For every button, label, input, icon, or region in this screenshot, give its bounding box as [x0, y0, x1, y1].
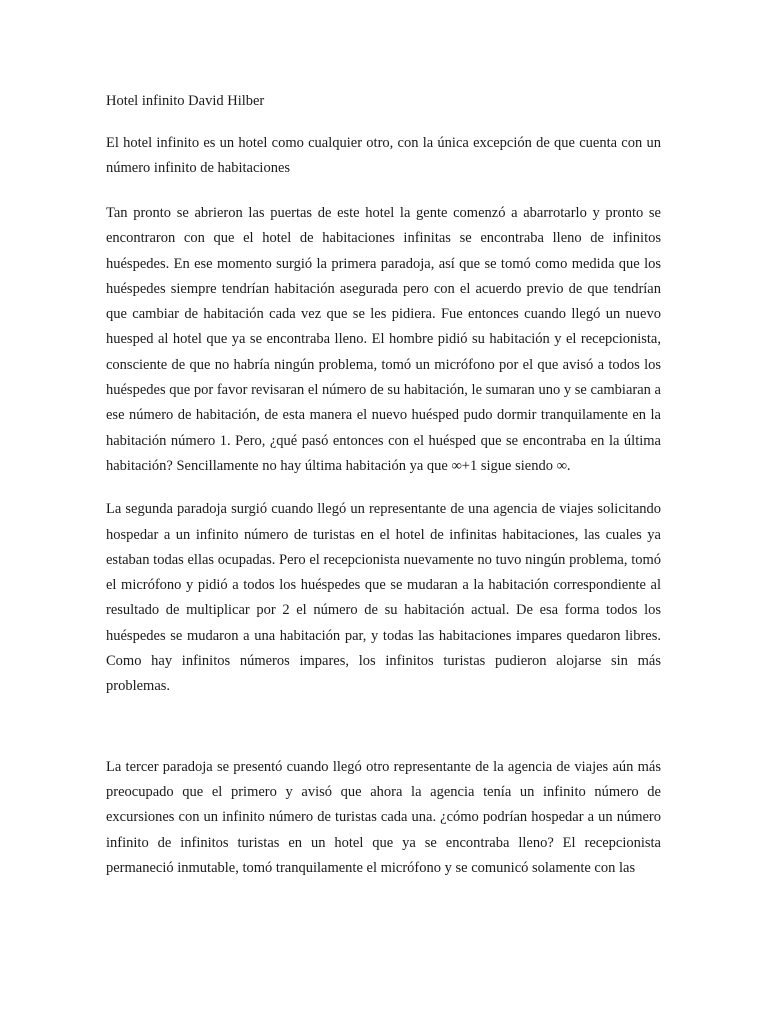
intro-paragraph: El hotel infinito es un hotel como cualquier otro, con la única excepción de que cuenta con un número infinito de habitaciones — [106, 135, 661, 176]
document-body — [106, 89, 661, 899]
first-paradox-paragraph: Tan pronto se abrieron las puertas de este hotel la gente comenzó a abarrotarlo y pronto se encontraron con que el hotel de habitaciones infinitas se encontraba lleno de infinitos huéspedes. En ese momento surgió la primera paradoja, así que se tomó como medida que los huéspedes siempre tendrían habitación asegurada pero con el acuerdo previo de que tendrían que cambiar de habitación cada vez que se les pidiera. Fue entonces cuando llegó un nuevo huesped al hotel que ya se encontraba lleno. El hombre pidió su habitación y el recepcionista, consciente de que no habría ningún problema, tomó un micrófono por el que avisó a todos los huéspedes que por favor revisaran el número de su habitación, le sumaran uno y se cambiaran a ese número de habitación, de esta manera el nuevo huésped pudo dormir tranquilamente en la habitación número 1. Pero, ¿qué pasó entonces con el huésped que se encontraba en la última habitación? Sencillamente no hay última habitación ya que ∞+1 sigue siendo ∞. — [106, 205, 661, 474]
second-paradox-paragraph: La segunda paradoja surgió cuando llegó un representante de una agencia de viajes solicitando hospedar a un infinito número de turistas en el hotel de infinitas habitaciones, las cuales ya estaban todas ellas ocupadas. Pero el recepcionista nuevamente no tuvo ningún problema, tomó el micrófono y pidió a todos los huéspedes que se mudaran a la habitación correspondiente al resultado de multiplicar por 2 el número de su habitación actual. De esa forma todos los huéspedes se mudaron a una habitación par, y todas las habitaciones impares quedaron libres. Como hay infinitos números impares, los infinitos turistas pudieron alojarse sin más problemas. — [106, 501, 661, 695]
third-paradox-paragraph: La tercer paradoja se presentó cuando llegó otro representante de la agencia de viajes aún más preocupado que el primero y avisó que ahora la agencia tenía un infinito número de excursiones con un infinito número de turistas cada una. ¿cómo podrían hospedar a un número infinito de infinitos turistas en un hotel que ya se encontraba lleno? El recepcionista permaneció inmutable, tomó tranquilamente el micrófono y se comunicó solamente con las — [106, 758, 661, 876]
document-title: Hotel infinito David Hilber — [106, 93, 265, 109]
